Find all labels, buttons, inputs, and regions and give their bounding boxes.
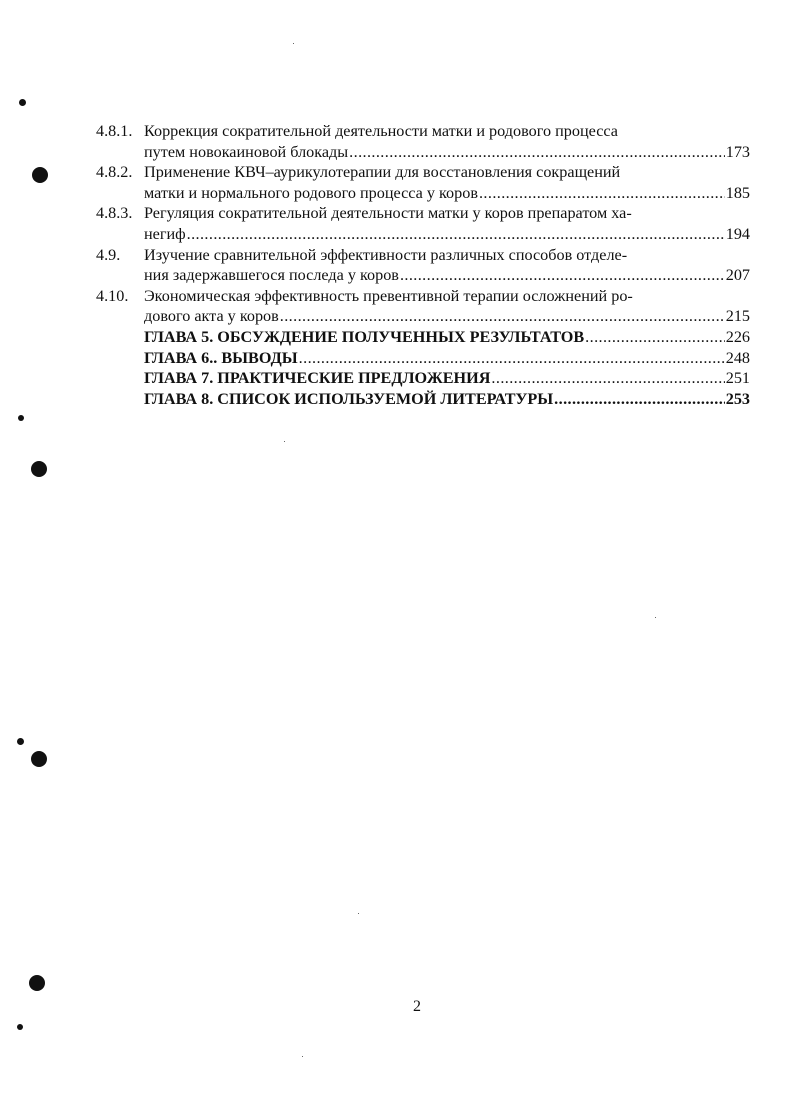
toc-entry [96, 245, 750, 286]
scan-speck [358, 913, 359, 914]
toc-entry [96, 286, 750, 327]
scan-speck [293, 43, 294, 44]
toc-entry-title: Применение КВЧ–аурикулотерапии для восстановления сокращений [144, 163, 621, 182]
toc-entry-title: ния задержавшегося последа у коров [144, 266, 399, 285]
toc-entry [96, 121, 750, 162]
toc-entry-title: Регуляция сократительной деятельности матки у коров препаратом ха- [144, 204, 632, 223]
toc-chapter-title: ГЛАВА 5. ОБСУЖДЕНИЕ ПОЛУЧЕННЫХ РЕЗУЛЬТАТОВ [144, 327, 585, 346]
punch-hole [19, 99, 26, 106]
scan-speck [655, 617, 656, 618]
punch-hole [32, 167, 48, 183]
scan-speck [302, 1056, 303, 1057]
dot-leader [400, 265, 725, 286]
toc-entry [96, 203, 750, 244]
dot-leader [187, 224, 725, 245]
toc-entry-title: матки и нормального родового процесса у коров [144, 183, 478, 202]
dot-leader [491, 368, 724, 389]
toc-chapter-leader [144, 327, 750, 348]
punch-hole [31, 461, 47, 477]
toc-entry-leader [144, 183, 750, 204]
toc-entry-number: 4.8.1. [96, 122, 133, 140]
toc-entry-title: Изучение сравнительной эффективности различных способов отделе- [144, 245, 628, 264]
toc-page-number: 185 [725, 183, 750, 202]
toc-entry-leader [144, 224, 750, 245]
punch-hole [17, 1024, 23, 1030]
toc-entry-number: 4.10. [96, 286, 129, 305]
punch-hole [18, 415, 24, 421]
toc-chapter-leader [144, 368, 750, 389]
toc-page-number: 226 [725, 327, 750, 346]
toc-entry-number: 4.9. [96, 245, 121, 264]
dot-leader [349, 142, 725, 163]
toc-chapter-title: ГЛАВА 8. СПИСОК ИСПОЛЬЗУЕМОЙ ЛИТЕРАТУРЫ [144, 389, 554, 408]
toc-page-number: 207 [725, 266, 750, 285]
dot-leader [280, 306, 725, 327]
toc-entry-leader [144, 306, 750, 327]
toc-entry-title: Экономическая эффективность превентивной терапии осложнений ро- [144, 286, 633, 305]
page-number: 2 [413, 998, 421, 1015]
toc-chapter [96, 327, 750, 348]
dot-leader [479, 183, 725, 204]
toc-chapter-title: ГЛАВА 7. ПРАКТИЧЕСКИЕ ПРЕДЛОЖЕНИЯ [144, 369, 491, 388]
toc-chapter-leader [144, 389, 750, 410]
toc-entry-title: путем новокаиновой блокады [144, 142, 349, 161]
toc-page-number: 173 [725, 142, 750, 161]
toc-page-number: 215 [725, 307, 750, 326]
toc-chapter-title: ГЛАВА 6.. ВЫВОДЫ [144, 348, 298, 367]
dot-leader [585, 327, 725, 348]
punch-hole [31, 751, 47, 767]
toc-entry-number: 4.8.2. [96, 163, 133, 182]
toc-chapter [96, 348, 750, 369]
dot-leader [299, 348, 725, 369]
toc-entry-leader [144, 142, 750, 163]
toc-entry-leader [144, 265, 750, 286]
toc-page-number: 194 [725, 224, 750, 243]
table-of-contents [96, 121, 750, 409]
toc-entry-title: негиф [144, 224, 186, 243]
toc-entry [96, 162, 750, 203]
toc-page-number: 253 [725, 389, 750, 408]
punch-hole [17, 738, 24, 745]
toc-page-number: 248 [725, 348, 750, 367]
toc-chapter-leader [144, 348, 750, 369]
punch-hole [29, 975, 45, 991]
toc-page-number: 251 [725, 369, 750, 388]
toc-chapter [96, 389, 750, 410]
dot-leader [554, 389, 725, 410]
scan-speck [284, 441, 285, 442]
toc-entry-title: дового акта у коров [144, 307, 279, 326]
toc-entry-number: 4.8.3. [96, 204, 133, 223]
toc-entry-title: Коррекция сократительной деятельности матки и родового процесса [144, 122, 618, 140]
toc-chapter [96, 368, 750, 389]
